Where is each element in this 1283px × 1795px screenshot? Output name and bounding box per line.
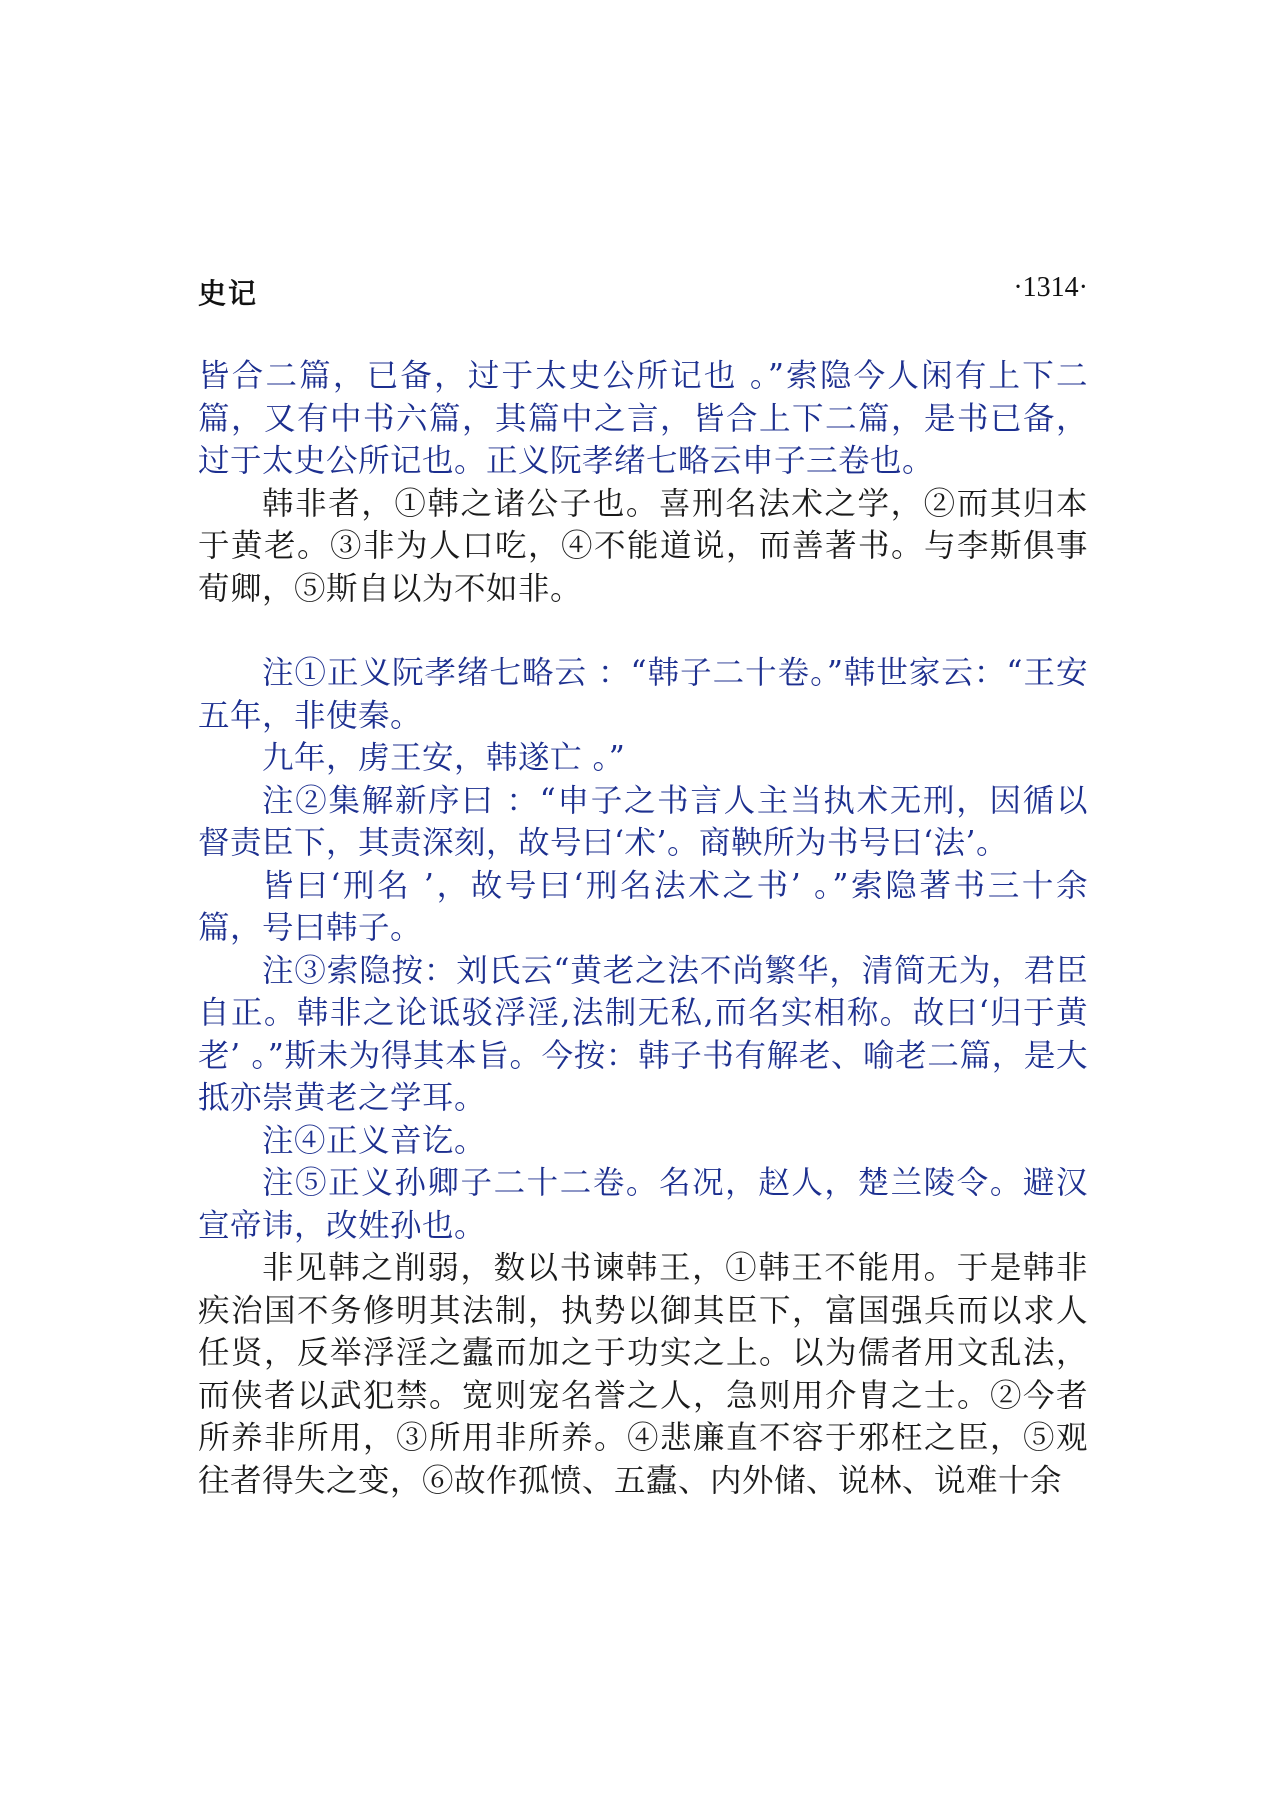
note-5: 注⑤正义孙卿子二十二卷。名况，赵人，楚兰陵令。避汉宣帝讳，改姓孙也。 xyxy=(198,1165,1088,1244)
book-title: 史记 xyxy=(198,277,259,310)
main-text-paragraph: 非见韩之削弱，数以书谏韩王，①韩王不能用。于是韩非疾治国不务修明其法制，执势以御其臣下，富国强兵而以求人任贤，反举浮淫之蠹而加之于功实之上。以为儒者用文乱法，而侠者以武犯禁。宽则宠名誉之人，急则用介胄之士。②今者所养非所用，③所用非所养。④悲廉直不容于邪枉之臣，⑤观往者得失之变，⑥故作孤愤、五蠹、内外储、说林、说难十余 xyxy=(198,1250,1088,1499)
note-4: 注④正义音讫。 xyxy=(262,1122,487,1159)
note-1-continued: 九年，虏王安，韩遂亡 。” xyxy=(262,740,626,776)
main-text-paragraph: 韩非者，①韩之诸公子也。喜刑名法术之学，②而其归本于黄老。③非为人口吃，④不能道说，而善著书。与李斯俱事荀卿，⑤斯自以为不如非。 xyxy=(198,485,1088,607)
note-2: 注②集解新序曰 ：“申子之书言人主当执术无刑，因循以督责臣下，其责深刻，故号曰‘术’。商鞅所为书号曰‘法’。 xyxy=(198,782,1088,861)
note-1: 注①正义阮孝绪七略云 ：“韩子二十卷。”韩世家云：“王安五年，非使秦。 xyxy=(198,655,1088,734)
note-3: 注③索隐按：刘氏云“黄老之法不尚繁华，清简无为，君臣自正。韩非之论诋驳浮淫,法制无私,而名实相称。故曰‘归于黄老’ 。”斯未为得其本旨。今按：韩子书有解老、喻老二篇，是大抵亦崇黄老之学耳。 xyxy=(198,952,1088,1116)
paragraph-gap xyxy=(198,610,1088,652)
page-number: ·1314· xyxy=(1013,272,1088,303)
page-header xyxy=(198,272,1088,312)
page-body xyxy=(198,355,1088,1502)
note-2-continued: 皆曰‘刑名 ’，故号曰‘刑名法术之书’ 。”索隐著书三十余篇，号曰韩子。 xyxy=(198,867,1088,946)
commentary-paragraph: 皆合二篇，已备，过于太史公所记也 。”索隐今人闲有上下二篇，又有中书六篇，其篇中之言，皆合上下二篇，是书已备，过于太史公所记也。正义阮孝绪七略云申子三卷也。 xyxy=(198,358,1088,479)
